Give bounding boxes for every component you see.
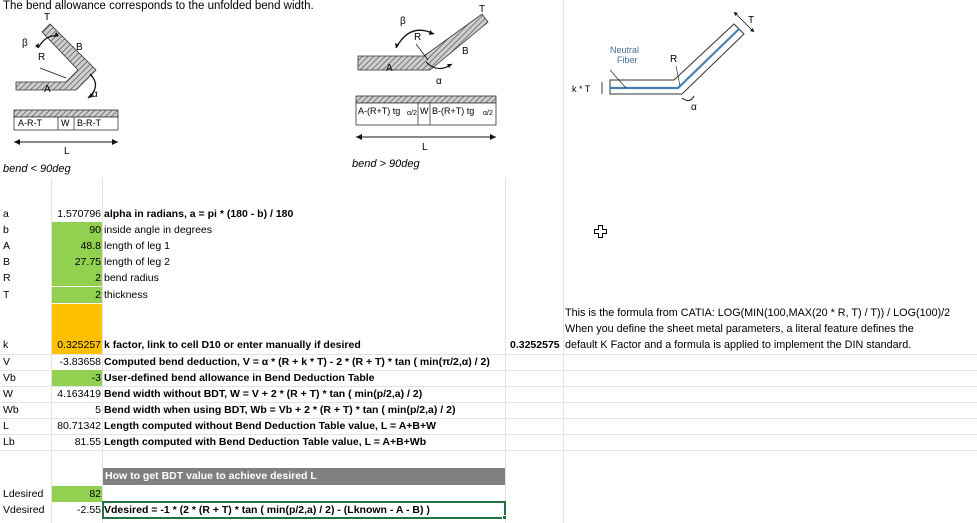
catia-note-line-2: When you define the sheet metal parameters, a literal feature defines the xyxy=(565,323,914,335)
caption-bend-lt-90: bend < 90deg xyxy=(3,163,71,175)
intro-text: The bend allowance corresponds to the unfolded bend width. xyxy=(3,0,314,12)
diagram-bend-gt-90 xyxy=(352,4,500,154)
cell-label-L[interactable]: L xyxy=(3,420,9,432)
cell-label-R[interactable]: R xyxy=(3,272,11,284)
cell-label-b[interactable]: b xyxy=(3,224,9,236)
cell-label-Wb[interactable]: Wb xyxy=(3,404,19,416)
cell-value-a[interactable]: 1.570796 xyxy=(57,208,101,220)
diagram-bend-lt-90 xyxy=(10,8,125,158)
cell-value-R[interactable]: 2 xyxy=(52,270,102,286)
label-A: A xyxy=(44,84,51,95)
cell-label-Vdesired[interactable]: Vdesired xyxy=(3,504,45,516)
label-B: B xyxy=(462,46,469,57)
label-seg3: B-R-T xyxy=(77,118,101,128)
caption-bend-gt-90: bend > 90deg xyxy=(352,158,420,170)
cell-desc-Wb[interactable]: Bend width when using BDT, Wb = Vb + 2 * (R + T) * tan ( min(p/2,a) / 2) xyxy=(104,404,456,416)
cell-label-A[interactable]: A xyxy=(3,240,11,252)
label-A: A xyxy=(386,63,393,74)
cell-desc-a[interactable]: alpha in radians, a = pi * (180 - b) / 180 xyxy=(104,208,294,220)
label-kT: k * T xyxy=(572,84,591,94)
label-T: T xyxy=(44,12,51,23)
label-seg2: W xyxy=(420,106,429,116)
label-seg3: B-(R+T) tg xyxy=(432,106,475,116)
label-R: R xyxy=(38,52,46,63)
cell-desc-V[interactable]: Computed bend deduction, V = α * (R + k * T) - 2 * (R + T) * tan ( min(π/2,α) / 2) xyxy=(104,356,490,368)
cell-k-catia-value[interactable]: 0.3252575 xyxy=(510,339,560,351)
cell-label-V[interactable]: V xyxy=(3,356,11,368)
catia-note-line-1: This is the formula from CATIA: LOG(MIN(100,MAX(20 * R, T) / T)) / LOG(100)/2 xyxy=(565,307,951,319)
cell-value-B[interactable]: 27.75 xyxy=(52,254,102,270)
cell-desc-Lb[interactable]: Length computed with Bend Deduction Table value, L = A+B+Wb xyxy=(104,436,427,448)
cell-label-Ldesired[interactable]: Ldesired xyxy=(3,488,44,500)
label-neutral: Neutral xyxy=(610,45,640,55)
label-seg1: A-(R+T) tg xyxy=(358,106,401,116)
cell-label-Vb[interactable]: Vb xyxy=(3,372,16,384)
bdt-section-header[interactable]: How to get BDT value to achieve desired L xyxy=(103,468,505,485)
cell-value-W[interactable]: 4.163419 xyxy=(57,388,101,400)
grid-line xyxy=(563,0,564,523)
cell-value-T[interactable]: 2 xyxy=(52,287,102,303)
cell-desc-B[interactable]: length of leg 2 xyxy=(104,256,170,268)
label-seg2: W xyxy=(61,118,70,128)
label-T: T xyxy=(479,4,486,15)
cell-desc-Vb[interactable]: User-defined bend allowance in Bend Deduction Table xyxy=(104,372,375,384)
label-seg1-frac: α/2 xyxy=(407,110,417,117)
label-L: L xyxy=(422,142,428,153)
cell-value-Wb[interactable]: 5 xyxy=(95,404,101,416)
cell-desc-R[interactable]: bend radius xyxy=(104,272,159,284)
selected-cell-border xyxy=(102,501,506,519)
label-beta: β xyxy=(22,38,28,49)
cell-desc-k[interactable]: k factor, link to cell D10 or enter manually if desired xyxy=(104,339,361,351)
cell-desc-A[interactable]: length of leg 1 xyxy=(104,240,170,252)
cell-label-B[interactable]: B xyxy=(3,256,11,268)
catia-note-line-3: default K Factor and a formula is applied to implement the DIN standard. xyxy=(565,339,912,351)
cell-label-Lb[interactable]: Lb xyxy=(3,436,15,448)
label-L: L xyxy=(64,146,70,157)
cell-label-T[interactable]: T xyxy=(3,289,10,301)
cell-desc-T[interactable]: thickness xyxy=(104,289,148,301)
label-alpha: α xyxy=(92,89,98,100)
label-fiber: Fiber xyxy=(617,55,638,65)
label-R: R xyxy=(414,32,422,43)
label-seg1: A-R-T xyxy=(18,118,42,128)
diagram-neutral-fiber xyxy=(566,10,766,120)
cell-desc-L[interactable]: Length computed without Bend Deduction Table value, L = A+B+W xyxy=(104,420,437,432)
cell-value-Lb[interactable]: 81.55 xyxy=(74,436,101,448)
cursor-icon xyxy=(594,225,607,238)
cell-desc-Vdesired[interactable]: Vdesired = -1 * (2 * (R + T) * tan ( min(p/2,a) / 2) - (Lknown - A - B) ) xyxy=(104,504,430,516)
label-alpha: α xyxy=(691,102,697,113)
label-alpha: α xyxy=(436,76,442,87)
cell-value-Vdesired[interactable]: -2.55 xyxy=(77,504,101,516)
cell-value-L[interactable]: 80.71342 xyxy=(57,420,101,432)
cell-label-k[interactable]: k xyxy=(3,339,9,351)
cell-value-Ldesired[interactable]: 82 xyxy=(52,486,102,502)
cell-value-k[interactable]: 0.325257 xyxy=(57,339,101,351)
cell-value-b[interactable]: 90 xyxy=(52,222,102,238)
cell-value-Vb[interactable]: -3 xyxy=(52,370,102,386)
label-T: T xyxy=(748,15,755,26)
grid-line xyxy=(505,178,506,523)
cell-desc-b[interactable]: inside angle in degrees xyxy=(104,224,212,236)
label-B: B xyxy=(76,42,83,53)
label-beta: β xyxy=(400,16,406,27)
cell-desc-W[interactable]: Bend width without BDT, W = V + 2 * (R + T) * tan ( min(p/2,a) / 2) xyxy=(104,388,423,400)
grid-line xyxy=(0,450,977,451)
cell-value-A[interactable]: 48.8 xyxy=(52,238,102,254)
cell-label-a[interactable]: a xyxy=(3,208,9,220)
fill-handle[interactable] xyxy=(502,515,507,520)
label-R: R xyxy=(670,54,678,65)
cell-label-W[interactable]: W xyxy=(3,388,13,400)
cell-value-V[interactable]: -3.83658 xyxy=(59,356,101,368)
label-seg3-frac: α/2 xyxy=(483,110,493,117)
